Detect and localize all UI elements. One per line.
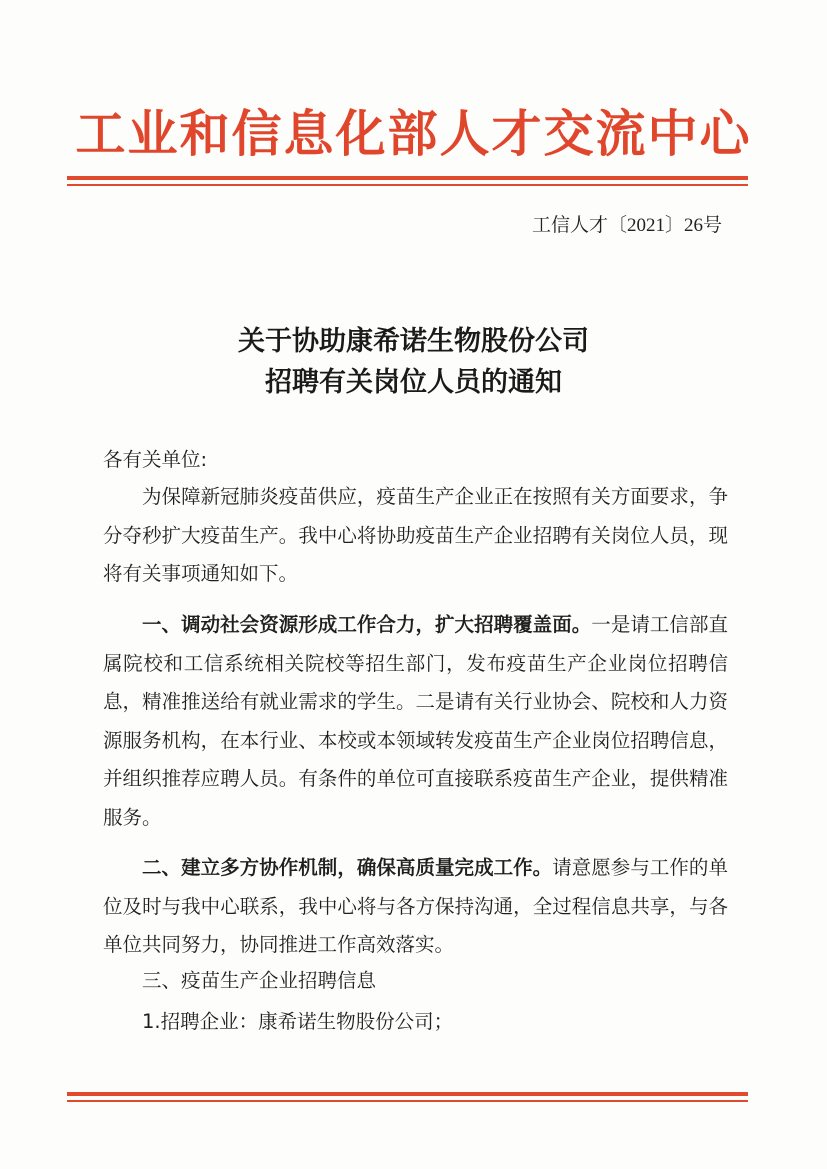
footer-rule-thin [67,1100,748,1102]
masthead-rule-thick [67,176,748,180]
paragraph-item-1 [103,606,728,837]
paragraph-text: 为保障新冠肺炎疫苗供应，疫苗生产企业正在按照有关方面要求，争分夺秒扩大疫苗生产。我中心将协助疫苗生产企业招聘有关岗位人员，现将有关事项通知如下。 [103,485,728,585]
paragraph-text: 三、疫苗生产企业招聘信息 [142,969,377,992]
paragraph-text: 1.招聘企业：康希诺生物股份公司； [142,1010,454,1033]
document-title-line-2: 招聘有关岗位人员的通知 [265,367,562,398]
paragraph-recruiting-company [103,1003,728,1042]
paragraph-heading: 一、调动社会资源形成工作合力，扩大招聘覆盖面。 [142,613,592,636]
paragraph-heading: 二、建立多方协作机制，确保高质量完成工作。 [142,856,553,879]
paragraph-intro [103,478,728,594]
paragraph-item-2 [103,849,728,965]
organization-masthead: 工业和信息化部人才交流中心 [75,106,752,162]
paragraph-text: 请意愿参与工作的单位及时与我中心联系，我中心将与各方保持沟通，全过程信息共享，与各单位共同努力，协同推进工作高效落实。 [103,856,728,956]
masthead-rule-thin [67,184,748,186]
section-heading-recruitment [103,962,728,1001]
document-number: 工信人才〔2021〕26号 [531,215,722,236]
document-title-line-1: 关于协助康希诺生物股份公司 [238,326,589,357]
paragraph-text: 一是请工信部直属院校和工信系统相关院校等招生部门，发布疫苗生产企业岗位招聘信息，精准推送给有就业需求的学生。二是请有关行业协会、院校和人力资源服务机构，在本行业、本校或本领域转发疫苗生产企业岗位招聘信息，并组织推荐应聘人员。有条件的单位可直接联系疫苗生产企业，提供精准服务。 [103,613,728,829]
salutation: 各有关单位: [103,448,208,471]
footer-rule-thick [67,1092,748,1096]
